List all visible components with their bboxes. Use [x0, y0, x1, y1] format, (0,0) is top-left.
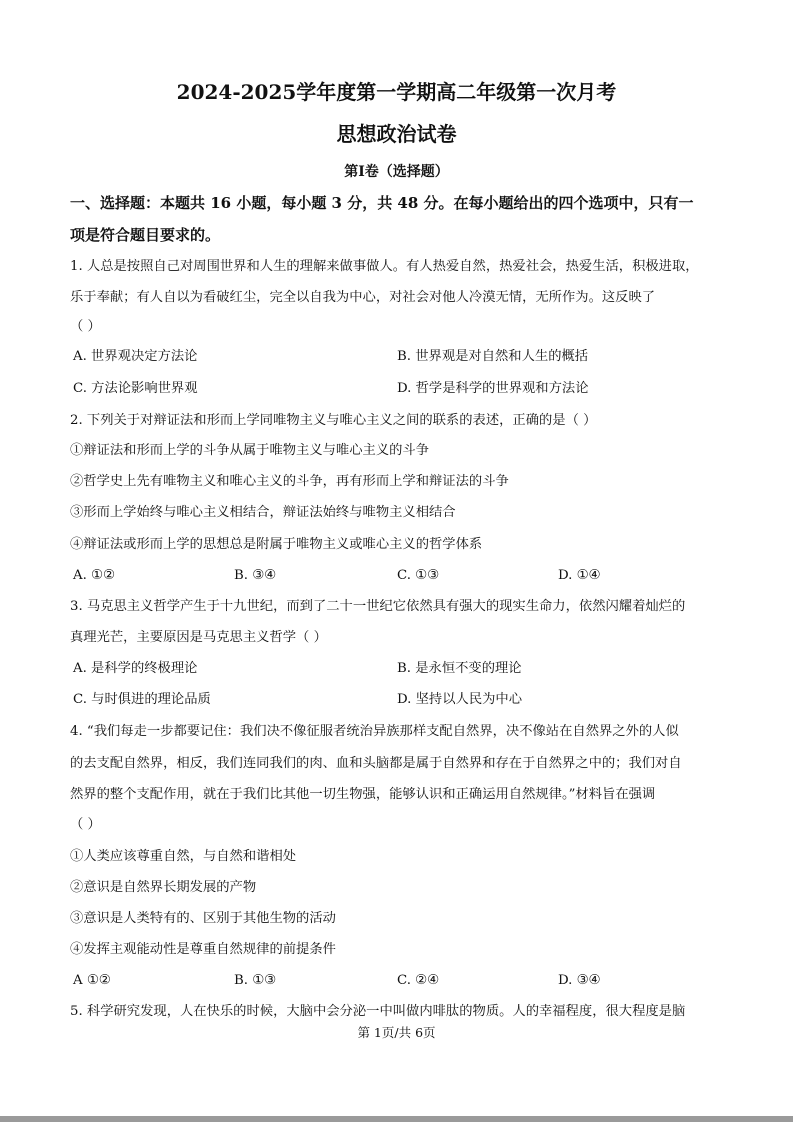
- q3-option-c[interactable]: C. 与时俱进的理论品质: [73, 692, 211, 707]
- q2-option-c[interactable]: C. ①③: [397, 568, 439, 583]
- q4-option-c[interactable]: C. ②④: [397, 973, 439, 988]
- q1-stem-line2: 乐于奉献；有人自以为看破红尘，完全以自我为中心，对社会对他人冷漠无情，无所作为。这反映了: [70, 290, 656, 305]
- q2-stem-line1: 2. 下列关于对辩证法和形而上学同唯物主义与唯心主义之间的联系的表述，正确的是（ ）: [70, 413, 597, 428]
- q2-statement-2: ②哲学史上先有唯物主义和唯心主义的斗争，再有形而上学和辩证法的斗争: [70, 474, 509, 489]
- q1-option-a[interactable]: A. 世界观决定方法论: [73, 349, 198, 364]
- exam-subject: 思想政治试卷: [336, 122, 457, 146]
- q2-option-b[interactable]: B. ③④: [234, 568, 277, 583]
- q2-statement-1: ①辩证法和形而上学的斗争从属于唯物主义与唯心主义的斗争: [70, 443, 430, 458]
- q2-option-a[interactable]: A. ①②: [73, 568, 115, 583]
- q5-stem-line1: 5. 科学研究发现，人在快乐的时候，大脑中会分泌一中叫做内啡肽的物质。人的幸福程度，很大程度是脑: [70, 1004, 686, 1019]
- q4-statement-1: ①人类应该尊重自然，与自然和谐相处: [70, 849, 297, 864]
- page-bottom-edge: [0, 1116, 793, 1122]
- q4-stem-line2: 的去支配自然界，相反，我们连同我们的肉、血和头脑都是属于自然界和存在于自然界之中的；我们对自: [70, 756, 682, 771]
- q1-answer-bracket: （ ）: [70, 319, 101, 334]
- exam-title: 2024-2025学年度第一学期高二年级第一次月考: [176, 80, 617, 104]
- q4-option-a[interactable]: A ①②: [73, 973, 111, 988]
- q2-statement-4: ④辩证法或形而上学的思想总是附属于唯物主义或唯心主义的哲学体系: [70, 537, 483, 552]
- q1-option-c[interactable]: C. 方法论影响世界观: [73, 381, 198, 396]
- part-heading: 第Ⅰ卷（选择题）: [344, 164, 449, 180]
- q1-option-b[interactable]: B. 世界观是对自然和人生的概括: [397, 349, 589, 364]
- q4-stem-line1: 4. “我们每走一步都要记住：我们决不像征服者统治异族那样支配自然界，决不像站在自然界之外的人似: [70, 724, 679, 739]
- q4-option-d[interactable]: D. ③④: [558, 973, 601, 988]
- q4-statement-4: ④发挥主观能动性是尊重自然规律的前提条件: [70, 942, 336, 957]
- q3-option-a[interactable]: A. 是科学的终极理论: [73, 661, 198, 676]
- q1-stem-line1: 1. 人总是按照自己对周围世界和人生的理解来做事做人。有人热爱自然，热爱社会，热爱生活，积极进取，: [70, 259, 699, 274]
- q4-stem-line3: 然界的整个支配作用，就在于我们比其他一切生物强，能够认识和正确运用自然规律。”材料旨在强调: [70, 787, 656, 802]
- page-number: 第 1页/共 6页: [357, 1025, 436, 1040]
- section-instructions-line1: 一、选择题：本题共 16 小题，每小题 3 分，共 48 分。在每小题给出的四个选项中，只有一: [70, 194, 694, 212]
- q3-option-b[interactable]: B. 是永恒不变的理论: [397, 661, 522, 676]
- q4-option-b[interactable]: B. ①③: [234, 973, 277, 988]
- q4-statement-2: ②意识是自然界长期发展的产物: [70, 880, 257, 895]
- q2-option-d[interactable]: D. ①④: [558, 568, 601, 583]
- q2-statement-3: ③形而上学始终与唯心主义相结合，辩证法始终与唯物主义相结合: [70, 505, 456, 520]
- section-instructions-line2: 项是符合题目要求的。: [70, 226, 221, 244]
- q4-statement-3: ③意识是人类特有的、区别于其他生物的活动: [70, 911, 336, 926]
- q3-option-d[interactable]: D. 坚持以人民为中心: [397, 692, 523, 707]
- q3-stem-line2: 真理光芒，主要原因是马克思主义哲学（ ）: [70, 630, 327, 645]
- q4-answer-bracket: （ ）: [70, 817, 101, 832]
- q1-option-d[interactable]: D. 哲学是科学的世界观和方法论: [397, 381, 589, 396]
- q3-stem-line1: 3. 马克思主义哲学产生于十九世纪，而到了二十一世纪它依然具有强大的现实生命力，依然闪耀着灿烂的: [70, 599, 686, 614]
